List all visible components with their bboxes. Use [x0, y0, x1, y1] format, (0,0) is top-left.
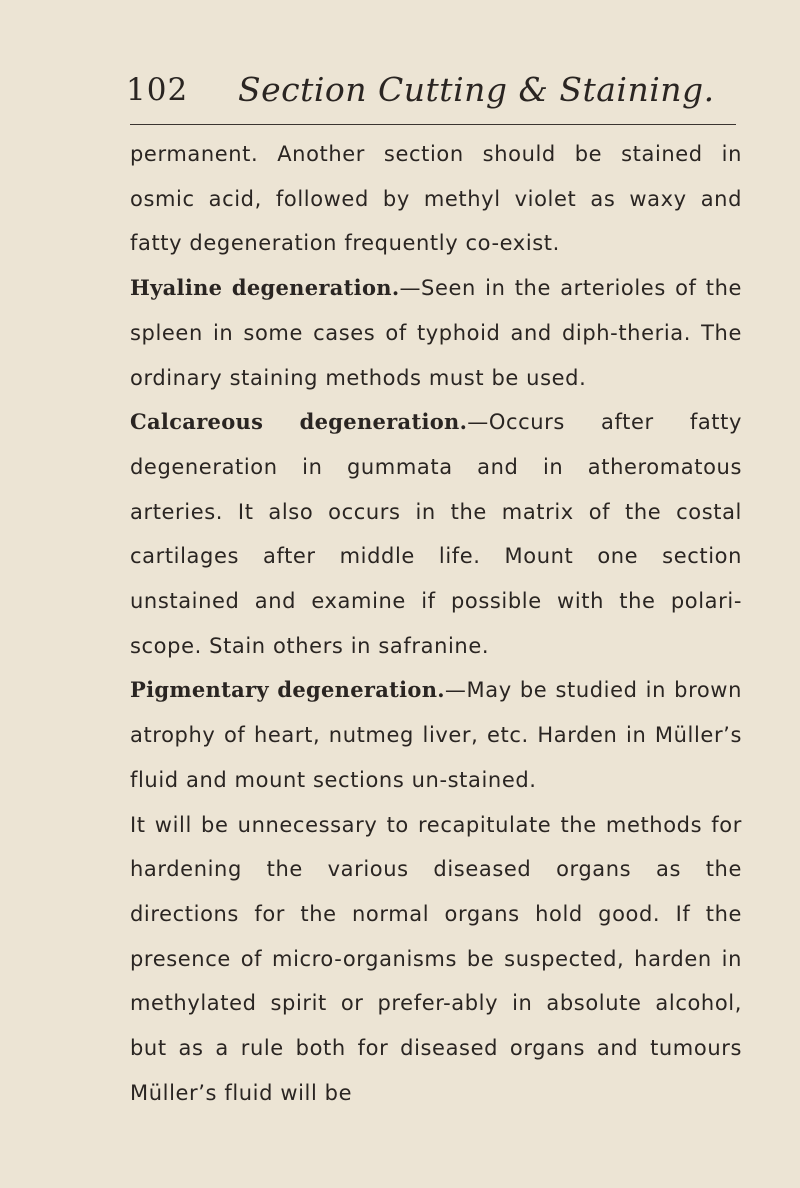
paragraph-calcareous — [130, 400, 742, 668]
section-heading-pigmentary: Pigmentary degeneration. — [130, 677, 445, 703]
paragraph-text: permanent. Another section should be stained in osmic acid, followed by methyl violet as waxy and fatty degeneration frequently co-exist. — [130, 142, 742, 256]
header-rule — [130, 124, 736, 125]
body-text — [130, 132, 742, 1115]
paragraph-recapitulate — [130, 803, 742, 1116]
page-header — [120, 72, 740, 122]
paragraph-pigmentary — [130, 668, 742, 802]
paragraph-text: —Seen in the arterioles of the spleen in some cases of typhoid and diph-theria. The ordinary staining methods must be used. — [130, 276, 743, 390]
paragraph-text: —Occurs after fatty degeneration in gummata and in atheromatous arteries. It also occurs in the matrix of the costal cartilages after middle life. Mount one section unstained and examine if possible with the polari-scope. Stain others in safranine. — [130, 410, 742, 658]
section-heading-hyaline: Hyaline degeneration. — [130, 275, 400, 301]
running-title: Section Cutting & Staining. — [238, 70, 715, 109]
paragraph-text: —May be studied in brown atrophy of heart, nutmeg liver, etc. Harden in Müller’s fluid and mount sections un-stained. — [130, 678, 742, 792]
paragraph-hyaline — [130, 266, 742, 400]
section-heading-calcareous: Calcareous degeneration. — [130, 409, 468, 435]
page-number: 102 — [126, 72, 189, 108]
paragraph-continuation — [130, 132, 742, 266]
paragraph-text: It will be unnecessary to recapitulate the methods for hardening the various diseased organs as the directions for the normal organs hold good. If the presence of micro-organisms be suspected, harden in methylated spirit or prefer-ably in absolute alcohol, but as a rule both for diseased organs and tumours Müller’s fluid will be — [130, 812, 742, 1105]
